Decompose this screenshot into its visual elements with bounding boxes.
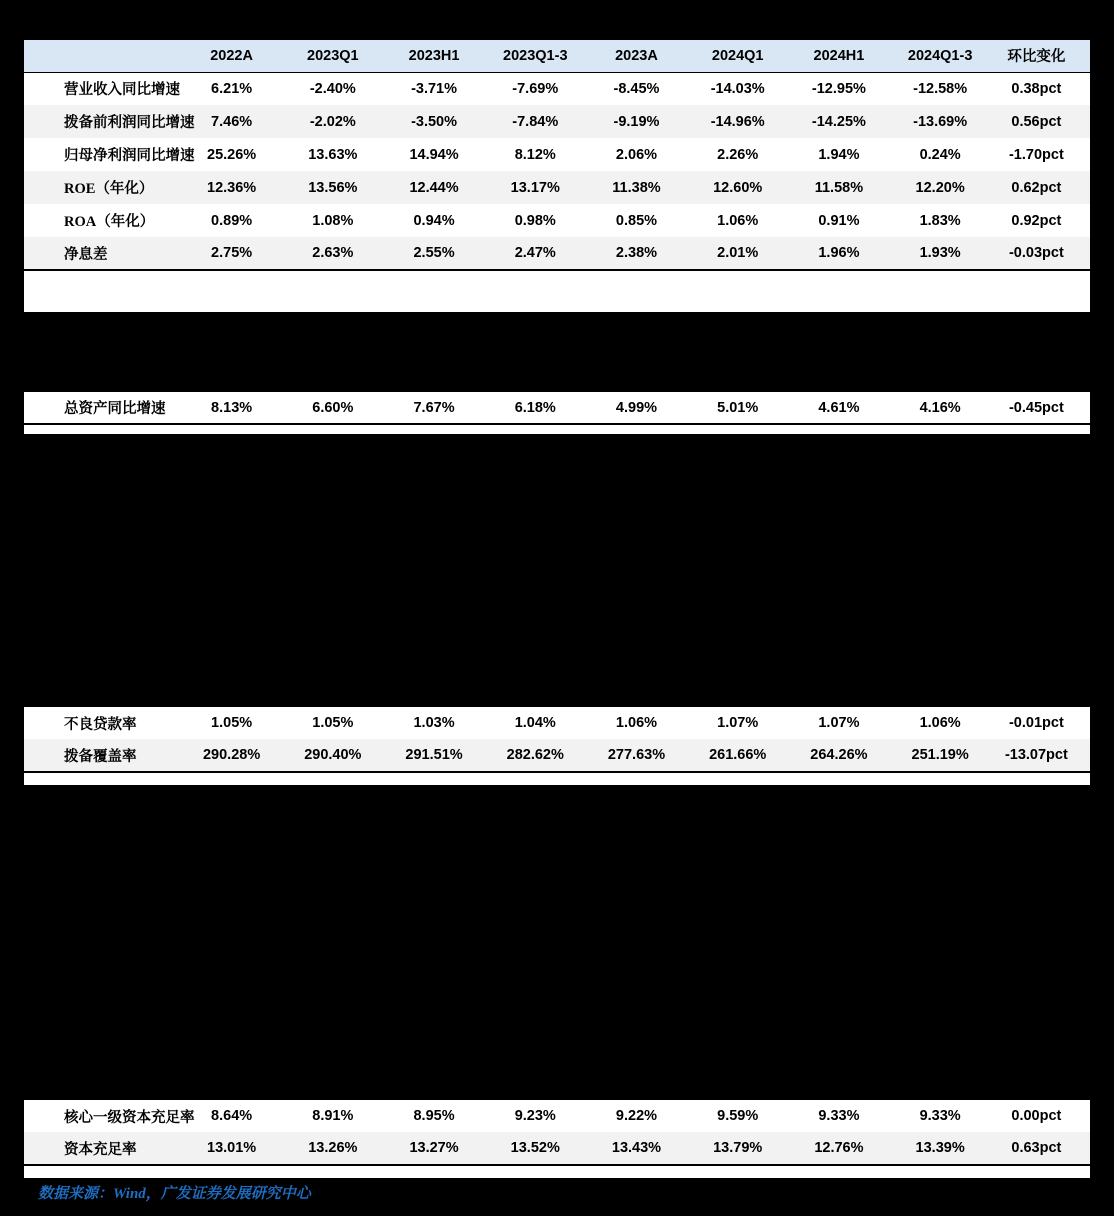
- cell: 0.24%: [890, 138, 991, 171]
- cell: 290.28%: [181, 739, 282, 772]
- cell: 0.89%: [181, 204, 282, 237]
- table-row: [24, 171, 1090, 204]
- table-row: [24, 706, 1090, 739]
- cell: 0.85%: [586, 204, 687, 237]
- cell: 0.62pct: [991, 171, 1090, 204]
- row-label: 资本充足率: [24, 1132, 181, 1165]
- cell: 12.36%: [181, 171, 282, 204]
- row-label: 总资产同比增速: [24, 391, 181, 424]
- cell: 1.05%: [181, 706, 282, 739]
- cell: 1.03%: [383, 706, 484, 739]
- cell: -3.50%: [383, 105, 484, 138]
- row-label: 拨备覆盖率: [24, 739, 181, 772]
- cell: 0.94%: [383, 204, 484, 237]
- cell: 261.66%: [687, 739, 788, 772]
- cell: 9.23%: [485, 1099, 586, 1132]
- cell: 1.06%: [687, 204, 788, 237]
- cell: 2.06%: [586, 138, 687, 171]
- cell: 13.01%: [181, 1132, 282, 1165]
- cell: 11.58%: [788, 171, 889, 204]
- cell: 0.63pct: [991, 1132, 1090, 1165]
- cell: 0.38pct: [991, 72, 1090, 105]
- cell: 1.08%: [282, 204, 383, 237]
- table-row: [24, 237, 1090, 270]
- cell: -9.19%: [586, 105, 687, 138]
- header-cell-2024H1: 2024H1: [788, 39, 889, 72]
- cell: 1.05%: [282, 706, 383, 739]
- cell: 13.63%: [282, 138, 383, 171]
- cell: 13.27%: [383, 1132, 484, 1165]
- cell: 12.60%: [687, 171, 788, 204]
- cell: 8.13%: [181, 391, 282, 424]
- cell: 12.76%: [788, 1132, 889, 1165]
- cell: 1.07%: [788, 706, 889, 739]
- cell: 12.20%: [890, 171, 991, 204]
- table-row: [24, 138, 1090, 171]
- cell: 1.83%: [890, 204, 991, 237]
- cell: -14.03%: [687, 72, 788, 105]
- cell: 13.52%: [485, 1132, 586, 1165]
- table-row: [24, 72, 1090, 105]
- cell: 1.06%: [586, 706, 687, 739]
- cell: 2.01%: [687, 237, 788, 270]
- cell: -12.95%: [788, 72, 889, 105]
- cell: 277.63%: [586, 739, 687, 772]
- cell: 8.91%: [282, 1099, 383, 1132]
- cell: 0.00pct: [991, 1099, 1090, 1132]
- cell: 264.26%: [788, 739, 889, 772]
- table-row: [24, 105, 1090, 138]
- cell: 2.47%: [485, 237, 586, 270]
- capital-table: [24, 1098, 1090, 1166]
- cell: 7.46%: [181, 105, 282, 138]
- row-label: ROA（年化）: [24, 204, 181, 237]
- cell: 4.99%: [586, 391, 687, 424]
- row-label: 拨备前利润同比增速: [24, 105, 181, 138]
- cell: -13.69%: [890, 105, 991, 138]
- cell: 2.38%: [586, 237, 687, 270]
- cell: 9.22%: [586, 1099, 687, 1132]
- cell: -2.02%: [282, 105, 383, 138]
- cell: 25.26%: [181, 138, 282, 171]
- cell: 282.62%: [485, 739, 586, 772]
- cell: 14.94%: [383, 138, 484, 171]
- cell: 291.51%: [383, 739, 484, 772]
- row-label: 归母净利润同比增速: [24, 138, 181, 171]
- header-cell-2023A: 2023A: [586, 39, 687, 72]
- profitability-table: [24, 38, 1090, 271]
- profitability-table-block: [24, 38, 1090, 312]
- row-label: ROE（年化）: [24, 171, 181, 204]
- row-label: 净息差: [24, 237, 181, 270]
- cell: -2.40%: [282, 72, 383, 105]
- cell: -0.03pct: [991, 237, 1090, 270]
- cell: 6.18%: [485, 391, 586, 424]
- cell: 7.67%: [383, 391, 484, 424]
- cell: 12.44%: [383, 171, 484, 204]
- table-row: [24, 204, 1090, 237]
- scale-table-block: [24, 390, 1090, 434]
- cell: 6.60%: [282, 391, 383, 424]
- capital-table-block: [24, 1098, 1090, 1178]
- table-header-row: [24, 39, 1090, 72]
- cell: -13.07pct: [991, 739, 1090, 772]
- cell: 0.91%: [788, 204, 889, 237]
- data-source-note: 数据来源：Wind，广发证券发展研究中心: [38, 1186, 311, 1202]
- cell: 8.95%: [383, 1099, 484, 1132]
- header-cell-2023Q1: 2023Q1: [282, 39, 383, 72]
- cell: 8.12%: [485, 138, 586, 171]
- cell: 5.01%: [687, 391, 788, 424]
- cell: 1.93%: [890, 237, 991, 270]
- cell: 1.07%: [687, 706, 788, 739]
- cell: 2.75%: [181, 237, 282, 270]
- cell: 9.59%: [687, 1099, 788, 1132]
- header-cell-2022A: 2022A: [181, 39, 282, 72]
- cell: -0.01pct: [991, 706, 1090, 739]
- cell: 290.40%: [282, 739, 383, 772]
- cell: -7.69%: [485, 72, 586, 105]
- cell: 9.33%: [890, 1099, 991, 1132]
- cell: 13.79%: [687, 1132, 788, 1165]
- header-cell-2024Q1-3: 2024Q1-3: [890, 39, 991, 72]
- cell: -1.70pct: [991, 138, 1090, 171]
- cell: 6.21%: [181, 72, 282, 105]
- header-cell-2023H1: 2023H1: [383, 39, 484, 72]
- cell: -12.58%: [890, 72, 991, 105]
- cell: 0.98%: [485, 204, 586, 237]
- row-label: 营业收入同比增速: [24, 72, 181, 105]
- cell: 251.19%: [890, 739, 991, 772]
- cell: 9.33%: [788, 1099, 889, 1132]
- asset-quality-table-block: [24, 705, 1090, 785]
- cell: 1.94%: [788, 138, 889, 171]
- cell: 13.39%: [890, 1132, 991, 1165]
- cell: 13.26%: [282, 1132, 383, 1165]
- asset-quality-table: [24, 705, 1090, 773]
- cell: 8.64%: [181, 1099, 282, 1132]
- cell: -14.96%: [687, 105, 788, 138]
- cell: 1.04%: [485, 706, 586, 739]
- cell: -0.45pct: [991, 391, 1090, 424]
- row-label: 核心一级资本充足率: [24, 1099, 181, 1132]
- header-cell-metric: [24, 39, 181, 72]
- header-cell-change: 环比变化: [991, 39, 1090, 72]
- cell: 0.56pct: [991, 105, 1090, 138]
- cell: 13.56%: [282, 171, 383, 204]
- cell: 13.43%: [586, 1132, 687, 1165]
- cell: 2.55%: [383, 237, 484, 270]
- cell: 4.16%: [890, 391, 991, 424]
- cell: 1.96%: [788, 237, 889, 270]
- cell: 13.17%: [485, 171, 586, 204]
- cell: -7.84%: [485, 105, 586, 138]
- cell: -3.71%: [383, 72, 484, 105]
- cell: 11.38%: [586, 171, 687, 204]
- cell: 2.63%: [282, 237, 383, 270]
- cell: 4.61%: [788, 391, 889, 424]
- cell: -14.25%: [788, 105, 889, 138]
- cell: 2.26%: [687, 138, 788, 171]
- table-row: [24, 1099, 1090, 1132]
- header-cell-2023Q1-3: 2023Q1-3: [485, 39, 586, 72]
- cell: -8.45%: [586, 72, 687, 105]
- row-label: 不良贷款率: [24, 706, 181, 739]
- cell: 1.06%: [890, 706, 991, 739]
- cell: 0.92pct: [991, 204, 1090, 237]
- table-row: [24, 739, 1090, 772]
- table-row: [24, 1132, 1090, 1165]
- scale-table: [24, 390, 1090, 425]
- header-cell-2024Q1: 2024Q1: [687, 39, 788, 72]
- table-row: [24, 391, 1090, 424]
